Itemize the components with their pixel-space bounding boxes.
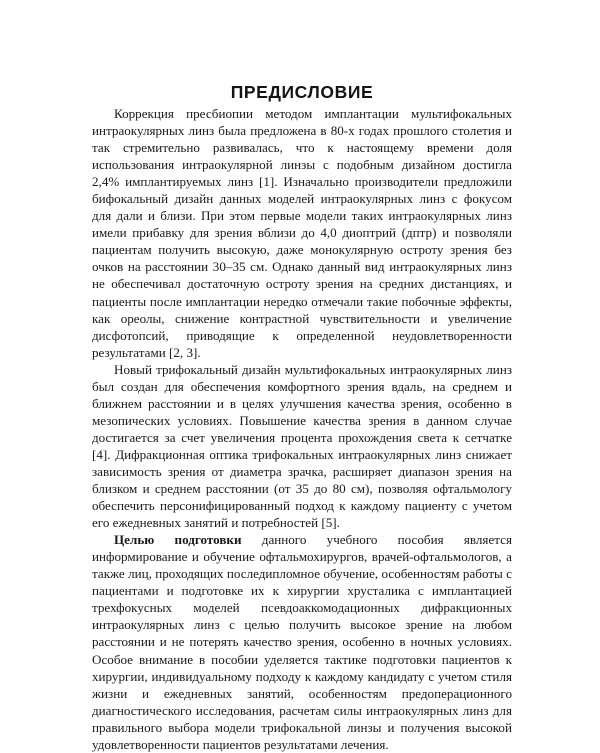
body-text: [92, 105, 512, 753]
paragraph-2: Новый трифокальный дизайн мультифокальных интраокулярных линз был создан для обеспечения комфортного зрения вдаль, на среднем и ближнем расстоянии и в целях улучшения качества зрения, особенно в мезопических условиях. Повышение качества зрения в данном случае достигается за счет увеличения процента прохождения света к сетчатке [4]. Дифракционная оптика трифокальных интраокулярных линз снижает зависимость зрения от диаметра зрачка, расширяет диапазон зрения на близком и среднем расстоянии (от 35 до 80 см), позволяя офтальмологу обеспечить персонифицированный подход к каждому пациенту с учетом его ежедневных занятий и потребностей [5].: [92, 361, 512, 531]
document-page: [92, 0, 512, 750]
page-title: ПРЕДИСЛОВИЕ: [230, 82, 374, 102]
paragraph-3: [92, 531, 512, 753]
paragraph-3-lead: Целью подготовки: [114, 532, 242, 548]
paragraph-3-text: данного учебного пособия является информирование и обучение офтальмохирургов, врачей-офтальмологов, а также лиц, проходящих последипломное обучение, особенностям работы с пациентами и подготовке их к хирургии хрусталика с имплантацией трехфокусных моделей псевдоаккомодационных дифракционных интраокулярных линз с целью получить высокое зрение на любом расстоянии и не потерять качество зрения, особенно в ночных условиях. Особое внимание в пособии уделяется тактике подготовки пациентов к хирургии, индивидуальному подходу к каждому кандидату с учетом стиля жизни и ежедневных занятий, особенностям предоперационного диагностического исследования, расчетам силы интраокулярных линз для правильного выбора модели трифокальной линзы и получения высокой удовлетворенности пациентов результатами лечения.: [92, 532, 512, 752]
paragraph-1: Коррекция пресбиопии методом имплантации мультифокальных интраокулярных линз была предложена в 80-х годах прошлого столетия и так стремительно развивалась, что к настоящему времени доля использования интраокулярной линзы с подобным дизайном достигла 2,4% имплантируемых линз [1]. Изначально производители предложили бифокальный дизайн данных моделей интраокулярных линз с фокусом для дали и близи. При этом первые модели таких интраокулярных линз имели прибавку для зрения вблизи до 4,0 диоптрий (дптр) и позволяли пациентам получить высокую, даже монокулярную остроту зрения без очков на расстоянии 30–35 см. Однако данный вид интраокулярных линз не обеспечивал достаточную остроту зрения на средних дистанциях, и пациенты после имплантации нередко отмечали такие побочные эффекты, как ореолы, снижение контрастной чувствительности и увеличение дисфотопсий, приводящие к определенной неудовлетворенности результатами [2, 3].: [92, 106, 512, 360]
